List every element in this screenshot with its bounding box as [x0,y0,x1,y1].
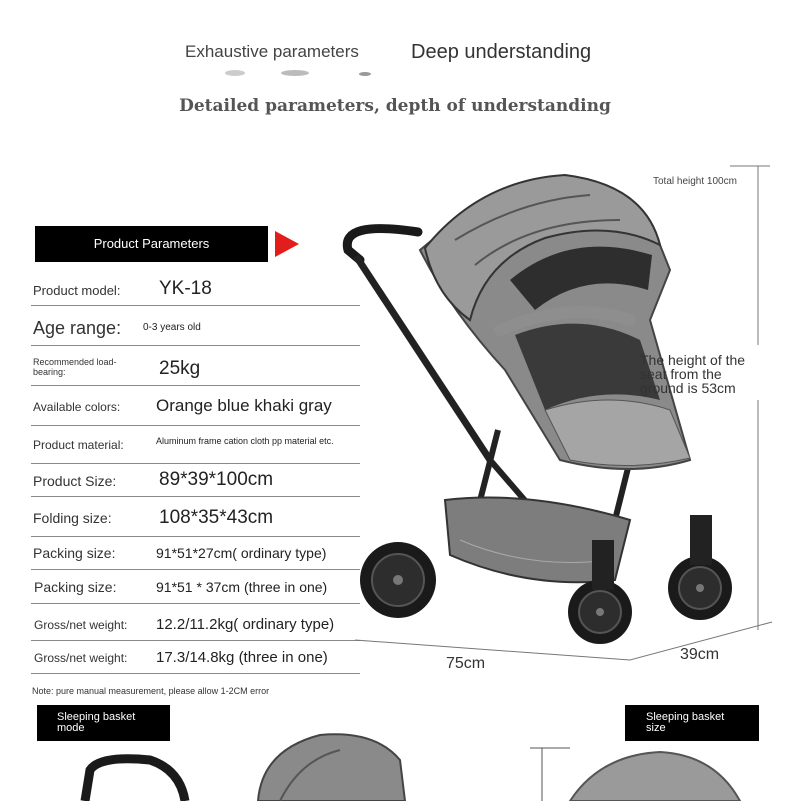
header-right-title: Deep understanding [411,41,592,63]
product-parameters-bar: Product Parameters [35,226,268,262]
blur-decoration [205,68,375,78]
param-row-packing-three [31,564,360,604]
front-right-wheel [668,556,732,620]
param-value: 12.2/11.2kg( ordinary type) [156,616,335,633]
measurement-note: Note: pure manual measurement, please allow 1-2CM error [32,686,270,696]
param-label: Folding size: [33,510,112,526]
param-value: YK-18 [159,278,212,299]
param-label: Product material: [33,438,124,452]
header-left-title: Exhaustive parameters [185,42,359,61]
header-subtitle: Detailed parameters, depth of understanding [179,96,611,116]
param-label: Gross/net weight: [34,618,128,632]
param-label: Packing size: [34,579,117,595]
param-value: 91*51*27cm( ordinary type) [156,545,327,561]
param-label: Recommended load-bearing: [33,357,117,377]
param-value: Orange blue khaki gray [156,396,332,415]
sleeping-basket-mode-label: Sleeping basket mode [57,711,136,734]
param-label: Packing size: [33,545,116,561]
param-value: 17.3/14.8kg (three in one) [156,649,328,666]
length-label: 75cm [446,655,486,672]
param-row-age [31,306,360,346]
seat-height-label: The height of the seat from the ground is 53cm [640,352,746,396]
sleeping-basket-size-label: Sleeping basket size [646,711,725,734]
stroller-illustration [330,160,780,680]
param-label: Gross/net weight: [34,651,128,665]
param-value: 91*51 * 37cm (three in one) [156,579,328,595]
param-row-weight-three [31,634,360,674]
total-height-label: Total height 100cm [653,176,737,187]
param-row-load [31,346,360,386]
param-label: Age range: [33,318,122,338]
arrow-right-icon [275,231,299,257]
param-value: 89*39*100cm [159,469,274,490]
param-value: Aluminum frame cation cloth pp material etc. [156,436,334,446]
param-row-size [31,457,360,497]
param-label: Product Size: [33,473,117,489]
param-label: Product model: [33,283,121,298]
param-row-model [31,266,360,306]
bottom-stroller-previews [0,730,790,801]
param-value: 0-3 years old [143,322,201,333]
param-value: 108*35*43cm [159,507,274,528]
width-label: 39cm [680,646,720,663]
param-row-colors [31,386,360,426]
param-label: Available colors: [33,400,121,414]
param-value: 25kg [159,358,201,379]
rear-left-wheel [360,542,436,618]
